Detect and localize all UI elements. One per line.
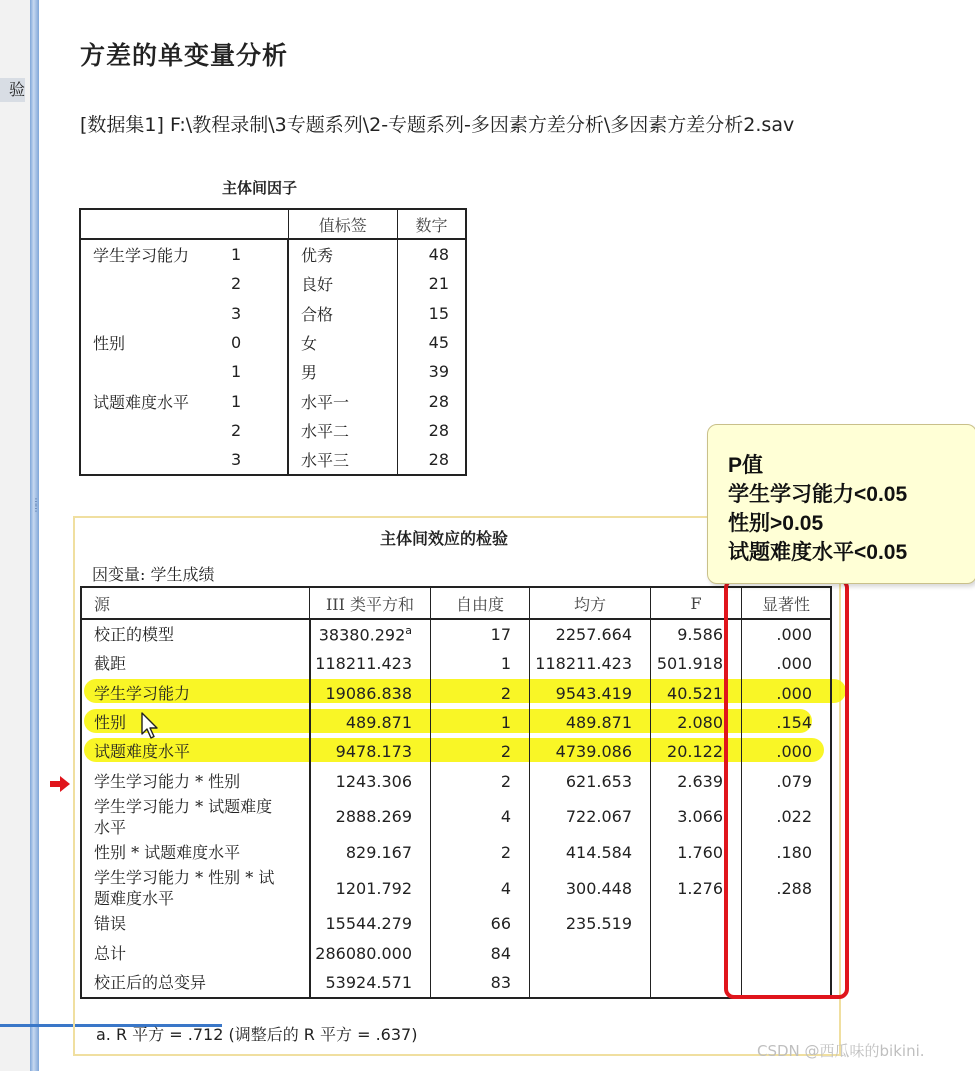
- factor-count-cell: 28: [398, 386, 467, 415]
- sum-of-squares-cell: 2888.269: [310, 796, 431, 838]
- f-cell: 1.276: [651, 867, 742, 909]
- factor-name-cell: [80, 269, 231, 298]
- callout-line: 性别>0.05: [728, 512, 824, 535]
- factor-count-cell: 28: [398, 416, 467, 445]
- significance-cell: .079: [742, 766, 832, 795]
- f-cell: 20.122: [651, 737, 742, 766]
- f-cell: 3.066: [651, 796, 742, 838]
- factor-name-cell: 试题难度水平: [93, 392, 190, 412]
- sum-of-squares-cell: 489.871: [310, 708, 431, 737]
- table-row: [80, 328, 466, 357]
- mean-square-cell: [530, 968, 651, 998]
- source-cell: [81, 867, 310, 909]
- source-cell: 学生学习能力: [81, 679, 310, 708]
- table-row: [80, 299, 466, 328]
- sum-of-squares-cell: 15544.279: [310, 909, 431, 938]
- factor-name-cell: 学生学习能力: [93, 246, 190, 266]
- table-row: [81, 909, 831, 938]
- mean-square-cell: 300.448: [530, 867, 651, 909]
- significance-cell: .000: [742, 619, 832, 649]
- between-subjects-effects-table[interactable]: [80, 586, 832, 999]
- significance-cell: .000: [742, 649, 832, 678]
- callout-line: P值: [728, 454, 764, 477]
- source-line: 学生学习能力 * 性别 * 试: [94, 868, 275, 888]
- sum-of-squares-cell: 118211.423: [310, 649, 431, 678]
- df-cell: 1: [431, 649, 530, 678]
- table-row: [80, 269, 466, 298]
- factor-name-cell: 性别: [93, 334, 126, 354]
- factor-label-cell: 水平一: [288, 386, 398, 415]
- factor-label-cell: 优秀: [288, 239, 398, 269]
- factor-label-cell: 女: [288, 328, 398, 357]
- table-row: [81, 766, 831, 795]
- effects-table-title: 主体间效应的检验: [380, 529, 509, 548]
- factor-code-cell: 2: [231, 274, 242, 294]
- header-df: 自由度: [431, 587, 530, 619]
- mean-square-cell: 9543.419: [530, 679, 651, 708]
- ss-value: 38380.292: [318, 625, 406, 645]
- output-title: 方差的单变量分析: [80, 41, 289, 70]
- factor-label-cell: 合格: [288, 299, 398, 328]
- df-cell: 2: [431, 737, 530, 766]
- sum-of-squares-cell: 829.167: [310, 838, 431, 867]
- factor-count-cell: 45: [398, 328, 467, 357]
- factor-name-cell: [80, 445, 231, 475]
- mean-square-cell: 4739.086: [530, 737, 651, 766]
- factor-code-cell: 2: [231, 420, 242, 440]
- f-cell: 9.586: [651, 619, 742, 649]
- table-row: [80, 357, 466, 386]
- factor-count-cell: 28: [398, 445, 467, 475]
- splitter-grip-icon[interactable]: ⋮ ⋮: [32, 497, 40, 513]
- source-cell: 试题难度水平: [81, 737, 310, 766]
- red-arrow-icon: [50, 776, 70, 792]
- table-row: [81, 968, 831, 998]
- factor-label-cell: 水平二: [288, 416, 398, 445]
- f-cell: 40.521: [651, 679, 742, 708]
- factor-count-cell: 21: [398, 269, 467, 298]
- mean-square-cell: 235.519: [530, 909, 651, 938]
- mean-square-cell: [530, 938, 651, 967]
- table-row: [81, 649, 831, 678]
- table-row: [81, 938, 831, 967]
- factor-count-cell: 15: [398, 299, 467, 328]
- header-source: 源: [81, 587, 310, 619]
- df-cell: 4: [431, 867, 530, 909]
- left-navigation-pane: [0, 0, 30, 1071]
- significance-cell: .180: [742, 838, 832, 867]
- table-row: [81, 838, 831, 867]
- mean-square-cell: 2257.664: [530, 619, 651, 649]
- source-line: 题难度水平: [94, 889, 175, 909]
- factor-code-cell: 0: [231, 333, 242, 353]
- factor-label-cell: 良好: [288, 269, 398, 298]
- dependent-variable-label: 因变量: 学生成绩: [92, 565, 215, 584]
- between-factors-table[interactable]: [79, 208, 467, 476]
- mouse-cursor-icon: [140, 712, 160, 740]
- sum-of-squares-cell: 1201.792: [310, 867, 431, 909]
- table-row: [80, 445, 466, 475]
- df-cell: 1: [431, 708, 530, 737]
- df-cell: 83: [431, 968, 530, 998]
- sum-of-squares-cell: 9478.173: [310, 737, 431, 766]
- source-cell: 校正后的总变异: [81, 968, 310, 998]
- source-cell: 学生学习能力 * 性别: [81, 766, 310, 795]
- significance-cell: .022: [742, 796, 832, 838]
- significance-cell: .000: [742, 737, 832, 766]
- table-row: [81, 796, 831, 838]
- factor-label-cell: 水平三: [288, 445, 398, 475]
- mean-square-cell: 621.653: [530, 766, 651, 795]
- factor-name-cell: [80, 357, 231, 386]
- significance-cell: .154: [742, 708, 832, 737]
- df-cell: 2: [431, 679, 530, 708]
- outline-item-test[interactable]: 验: [0, 78, 25, 102]
- table-row: [81, 619, 831, 649]
- significance-cell: .288: [742, 867, 832, 909]
- watermark: CSDN @西瓜味的bikini.: [757, 1042, 925, 1060]
- dataset-path: [数据集1] F:\教程录制\3专题系列\2-专题系列-多因素方差分析\多因素方差分析2.sav: [80, 114, 795, 136]
- significance-highlight-frame: [724, 578, 849, 999]
- f-cell: 1.760: [651, 838, 742, 867]
- source-cell: 错误: [81, 909, 310, 938]
- header-cell-empty: [80, 209, 288, 239]
- sum-of-squares-cell: 1243.306: [310, 766, 431, 795]
- table-header-row: [81, 587, 831, 619]
- source-cell: 校正的模型: [81, 619, 310, 649]
- f-cell: 2.639: [651, 766, 742, 795]
- source-cell: 总计: [81, 938, 310, 967]
- between-factors-title: 主体间因子: [222, 179, 298, 197]
- callout-line: 学生学习能力<0.05: [728, 483, 908, 506]
- mean-square-cell: 414.584: [530, 838, 651, 867]
- table-row: [81, 708, 831, 737]
- source-line: 学生学习能力 * 试题难度: [94, 796, 273, 816]
- annotation-callout: [707, 424, 975, 584]
- header-f: F: [651, 587, 742, 619]
- mean-square-cell: 489.871: [530, 708, 651, 737]
- header-count: 数字: [415, 215, 448, 235]
- source-cell: 性别 * 试题难度水平: [81, 838, 310, 867]
- f-cell: 2.080: [651, 708, 742, 737]
- sum-of-squares-cell: 19086.838: [310, 679, 431, 708]
- significance-cell: .000: [742, 679, 832, 708]
- source-cell: [81, 796, 310, 838]
- table-footnote: a. R 平方 = .712 (调整后的 R 平方 = .637): [96, 1025, 418, 1044]
- table-row: [80, 416, 466, 445]
- header-mean-square: 均方: [530, 587, 651, 619]
- table-header-row: [80, 209, 466, 239]
- mean-square-cell: 722.067: [530, 796, 651, 838]
- footnote-marker: a: [405, 624, 412, 638]
- df-cell: 2: [431, 766, 530, 795]
- factor-code-cell: 3: [231, 303, 242, 323]
- df-cell: 66: [431, 909, 530, 938]
- header-significance: 显著性: [742, 587, 832, 619]
- table-row: [80, 386, 466, 415]
- factor-count-cell: 48: [398, 239, 467, 269]
- source-line: 水平: [94, 817, 127, 837]
- sum-of-squares-cell: 286080.000: [310, 938, 431, 967]
- pane-splitter[interactable]: [30, 0, 39, 1071]
- factor-name-cell: [80, 299, 231, 328]
- factor-count-cell: 39: [398, 357, 467, 386]
- factor-code-cell: 3: [231, 450, 242, 470]
- table-row: [80, 239, 466, 269]
- df-cell: 17: [431, 619, 530, 649]
- factor-code-cell: 1: [231, 245, 242, 265]
- sum-of-squares-cell: [310, 619, 431, 649]
- df-cell: 4: [431, 796, 530, 838]
- table-row: [81, 679, 831, 708]
- df-cell: 2: [431, 838, 530, 867]
- df-cell: 84: [431, 938, 530, 967]
- header-sum-of-squares: III 类平方和: [310, 587, 431, 619]
- f-cell: 501.918: [651, 649, 742, 678]
- factor-code-cell: 1: [231, 362, 242, 382]
- factor-code-cell: 1: [231, 391, 242, 411]
- table-row: [81, 867, 831, 909]
- sum-of-squares-cell: 53924.571: [310, 968, 431, 998]
- source-cell: 性别: [81, 708, 310, 737]
- callout-line: 试题难度水平<0.05: [728, 541, 908, 564]
- mean-square-cell: 118211.423: [530, 649, 651, 678]
- source-cell: 截距: [81, 649, 310, 678]
- factor-label-cell: 男: [288, 357, 398, 386]
- table-row: [81, 737, 831, 766]
- factor-name-cell: [80, 416, 231, 445]
- header-value-label: 值标签: [288, 209, 398, 239]
